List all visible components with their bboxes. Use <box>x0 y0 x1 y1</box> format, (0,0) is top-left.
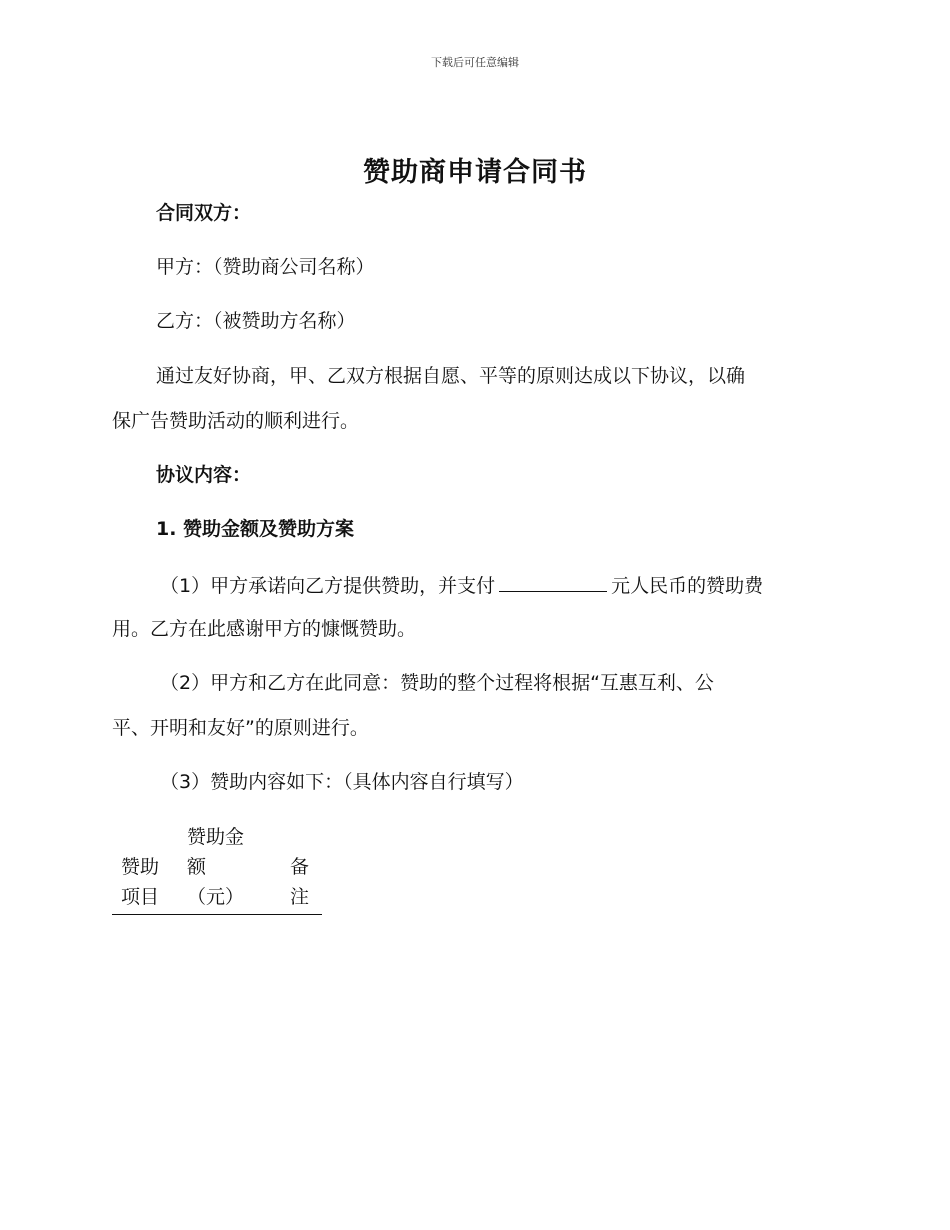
table-header-amount-line-1: 赞助金 <box>187 826 245 848</box>
intro-paragraph-line-2: 保广告赞助活动的顺利进行。 <box>112 410 360 432</box>
amount-blank[interactable] <box>499 571 607 592</box>
clause-1-text-after-blank: 元人民币的赞助费 <box>611 575 764 597</box>
intro-paragraph-line-1: 通过友好协商，甲、乙双方根据自愿、平等的原则达成以下协议，以确 <box>156 365 746 387</box>
table-header-item-line-2: 项目 <box>121 886 160 908</box>
clause-1-line-1 <box>160 571 763 599</box>
table-header-amount-line-3: （元） <box>187 886 245 908</box>
header-note: 下载后可任意编辑 <box>431 56 519 69</box>
parties-heading: 合同双方： <box>156 202 252 224</box>
table-header-remark-line-1: 备 <box>290 856 310 878</box>
table-header-amount-line-2: 额 <box>187 856 207 878</box>
party-a: 甲方：（赞助商公司名称） <box>156 256 375 278</box>
clause-2-line-2: 平、开明和友好”的原则进行。 <box>112 717 369 739</box>
clause-1-text-before-blank: （1）甲方承诺向乙方提供赞助，并支付 <box>160 575 496 597</box>
sponsorship-table <box>112 826 322 915</box>
party-b: 乙方：（被赞助方名称） <box>156 310 356 332</box>
clause-3: （3）赞助内容如下：（具体内容自行填写） <box>160 771 524 793</box>
clause-2-line-1: （2）甲方和乙方在此同意：赞助的整个过程将根据“互惠互利、公 <box>160 672 714 694</box>
table-header-remark-line-2: 注 <box>290 886 310 908</box>
document-title: 赞助商申请合同书 <box>363 157 587 188</box>
agreement-heading: 协议内容： <box>156 464 252 486</box>
table-header-item-line-1: 赞助 <box>121 856 160 878</box>
section-1-heading: 1. 赞助金额及赞助方案 <box>156 518 355 540</box>
clause-1-line-2: 用。乙方在此感谢甲方的慷慨赞助。 <box>112 618 417 640</box>
